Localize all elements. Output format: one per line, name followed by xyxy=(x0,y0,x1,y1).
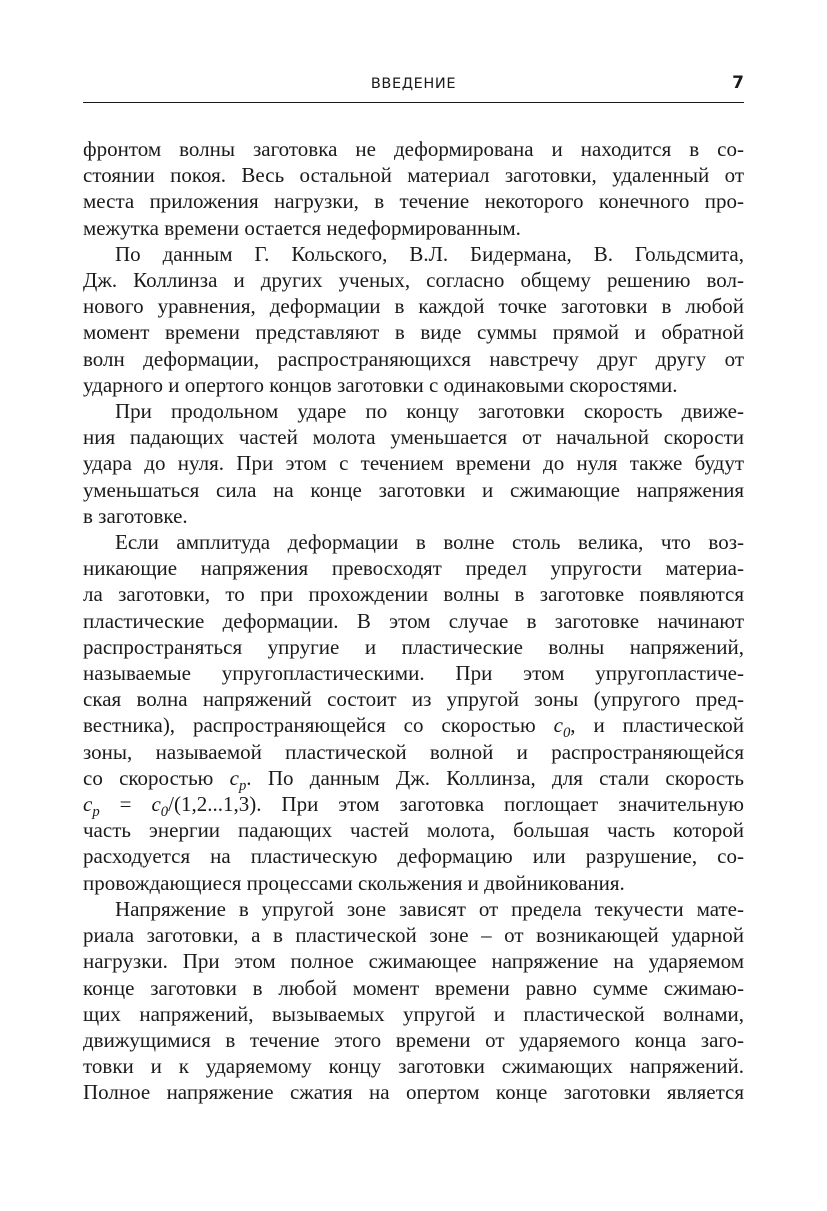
text-line: Дж. Коллинза и других ученых, согласно общему решению вол- xyxy=(83,268,744,293)
formula-text-block xyxy=(83,712,744,821)
text-line: провождающиеся процессами скольжения и двойникования. xyxy=(83,870,625,895)
text-line: При продольном ударе по концу заготовки скорость движе- xyxy=(115,399,744,424)
text-line: часть энергии падающих частей молота, большая часть которой xyxy=(83,818,744,843)
text-line: вестника), распространяющейся со скоростью $c_0$, и пластической xyxy=(83,713,744,742)
velocity-symbol-c0: $c_0$ xyxy=(151,792,169,821)
text-line: распространяться упругие и пластические волны напряжений, xyxy=(83,634,744,659)
text-line: момент времени представляют в виде суммы прямой и обратной xyxy=(83,320,744,345)
text-line: удара до нуля. При этом с течением времени до нуля также будут xyxy=(83,451,744,476)
text-line: стоянии покоя. Весь остальной материал заготовки, удаленный от xyxy=(83,163,744,188)
velocity-symbol-cp: $c_p$ xyxy=(229,765,247,795)
text-line: Полное напряжение сжатия на опертом конце заготовки является xyxy=(83,1080,744,1105)
text-line: пластические деформации. В этом случае в заготовке начинают xyxy=(83,608,744,633)
text-line: межутка времени остается недеформированным. xyxy=(83,215,521,240)
text-line: фронтом волны заготовка не деформирована и находится в со- xyxy=(83,137,744,161)
text-line: ния падающих частей молота уменьшается от начальной скорости xyxy=(83,425,744,450)
text-line: нагрузки. При этом полное сжимающее напряжение на ударяемом xyxy=(83,949,744,974)
velocity-symbol-cp: $c_p$ xyxy=(83,792,100,821)
text-line: товки и к ударяемому концу заготовки сжимающих напряжений. xyxy=(83,1054,744,1079)
text-line: движущимися в течение этого времени от ударяемого конца заго- xyxy=(83,1027,744,1052)
text-line: Напряжение в упругой зоне зависят от предела текучести мате- xyxy=(115,896,744,921)
text-line: зоны, называемой пластической волной и распространяющейся xyxy=(83,739,744,764)
text-block-upper xyxy=(83,136,744,712)
body-text xyxy=(83,136,744,1106)
running-header xyxy=(83,70,744,103)
text-line: ла заготовки, то при прохождении волны в заготовке появляются xyxy=(83,582,744,607)
text-line: По данным Г. Кольского, В.Л. Бидермана, В. Гольдсмита, xyxy=(115,241,744,266)
text-line: $c_p = c_0/(1,2...1,3)$. При этом заготовка поглощает значительную xyxy=(83,792,744,821)
text-block-lower xyxy=(83,817,744,1105)
text-line: расходуется на пластическую деформацию или разрушение, со- xyxy=(83,844,744,869)
text-line: щих напряжений, вызываемых упругой и пластической волнами, xyxy=(83,1001,744,1026)
text-line: называемые упругопластическими. При этом упругопластиче- xyxy=(83,661,744,686)
page-number: 7 xyxy=(732,73,744,93)
book-page xyxy=(83,70,744,1106)
text-line: уменьшаться сила на конце заготовки и сжимающие напряжения xyxy=(83,477,744,502)
text-line: Если амплитуда деформации в волне столь велика, что воз- xyxy=(115,530,744,555)
text-line: нового уравнения, деформации в каждой точке заготовки в любой xyxy=(83,294,744,319)
section-title: ВВЕДЕНИЕ xyxy=(370,76,457,92)
text-line: волн деформации, распространяющихся навстречу друг другу от xyxy=(83,346,744,371)
text-line: риала заготовки, а в пластической зоне – от возникающей ударной xyxy=(83,923,744,948)
text-line: в заготовке. xyxy=(83,503,188,528)
text-line: ская волна напряжений состоит из упругой зоны (упругого пред- xyxy=(83,687,744,712)
text-line: со скоростью $c_p$. По данным Дж. Коллинза, для стали скорость xyxy=(83,765,744,795)
velocity-symbol-c0: $c_0$ xyxy=(553,713,571,742)
text-line: никающие напряжения превосходят предел упругости материа- xyxy=(83,556,744,581)
text-line: конце заготовки в любой момент времени равно сумме сжимаю- xyxy=(83,975,744,1000)
text-line: места приложения нагрузки, в течение некоторого конечного про- xyxy=(83,189,744,214)
text-line: ударного и опертого концов заготовки с одинаковыми скоростями. xyxy=(83,372,678,397)
